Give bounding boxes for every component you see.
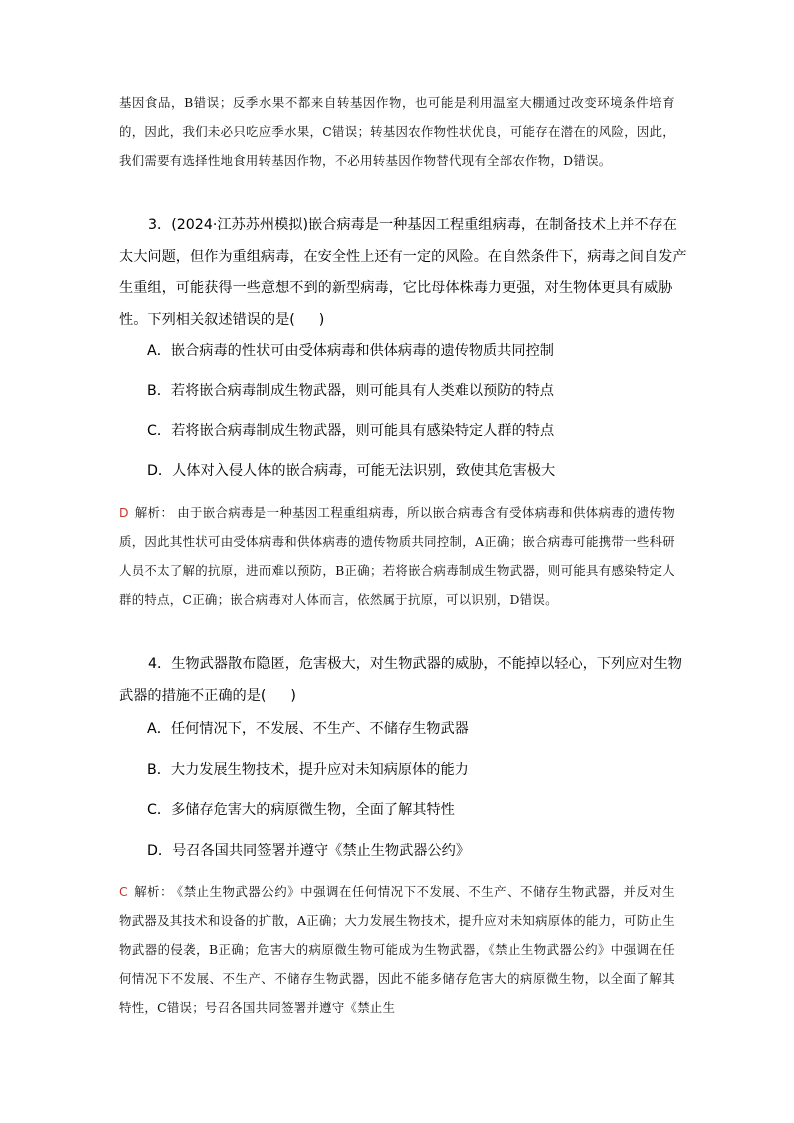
question-3-stem <box>119 210 689 336</box>
answer-letter: C <box>119 884 128 899</box>
question-3-option-b: B．若将嵌合病毒制成生物武器，则可能具有人类难以预防的特点 <box>147 383 554 399</box>
analysis-text: 由于嵌合病毒是一种基因工程重组病毒，所以嵌合病毒含有受体病毒和供体病毒的遗传物质，因此其性状可由受体病毒和供体病毒的遗传物质共同控制，A正确；嵌合病毒可能携带一些科研人员不太了解的抗原，进而难以预防，B正确；若将嵌合病毒制成生物武器，则可能具有感染特定人群的特点，C正确；嵌合病毒对人体而言，依然属于抗原，可以识别，D错误。 <box>119 505 675 607</box>
question-3-first-line <box>119 210 689 336</box>
question-source: (2024·江苏苏州模拟) <box>171 217 309 233</box>
question-text: 生物武器散布隐匿，危害极大，对生物武器的威胁，不能掉以轻心，下列应对生物武器的措施不正确的是( <box>119 656 682 704</box>
answer-letter: D <box>119 505 129 520</box>
question-4-analysis <box>119 877 675 1022</box>
question-4-option-c: C．多储存危害大的病原微生物，全面了解其特性 <box>147 802 455 818</box>
question-4-first-line <box>119 649 689 712</box>
previous-question-analysis <box>119 88 675 175</box>
stem-close-paren: ) <box>318 311 325 328</box>
analysis-text: 基因食品，B错误；反季水果不都来自转基因作物，也可能是利用温室大棚通过改变环境条件培育的，因此，我们未必只吃应季水果，C错误；转基因农作物性状优良，可能存在潜在的风险，因此，我们需要有选择性地食用转基因作物，不必用转基因作物替代现有全部农作物，D错误。 <box>119 95 675 168</box>
question-4-option-b: B．大力发展生物技术，提升应对未知病原体的能力 <box>147 762 469 778</box>
question-3-option-a: A．嵌合病毒的性状可由受体病毒和供体病毒的遗传物质共同控制 <box>147 343 554 359</box>
question-3-option-c: C．若将嵌合病毒制成生物武器，则可能具有感染特定人群的特点 <box>147 423 555 439</box>
question-4-stem <box>119 649 689 712</box>
question-4-option-d: D．号召各国共同签署并遵守《禁止生物武器公约》 <box>147 843 471 859</box>
question-text: 嵌合病毒是一种基因工程重组病毒，在制备技术上并不存在太大问题，但作为重组病毒，在安全性上还有一定的风险。在自然条件下，病毒之间自发产生重组，可能获得一些意想不到的新型病毒，它比母体株毒力更强，对生物体更具有威胁性。下列相关叙述错误的是( <box>119 217 687 328</box>
question-4-option-a: A．任何情况下，不发展、不生产、不储存生物武器 <box>147 721 469 737</box>
analysis-label: 解析： <box>133 884 173 899</box>
question-3-option-d: D．人体对入侵人体的嵌合病毒，可能无法识别，致使其危害极大 <box>147 463 556 479</box>
question-number: 4． <box>148 656 172 672</box>
analysis-text: 《禁止生物武器公约》中强调在任何情况下不发展、不生产、不储存生物武器，并反对生物武器及其技术和设备的扩散，A正确；大力发展生物技术，提升应对未知病原体的能力，可防止生物武器的侵袭，B正确；危害大的病原微生物可能成为生物武器，《禁止生物武器公约》中强调在任何情况下不发展、不生产、不储存生物武器，因此不能多储存危害大的病原微生物，以全面了解其特性，C错误；号召各国共同签署并遵守《禁止生 <box>119 884 675 1015</box>
analysis-label: 解析： <box>134 505 174 520</box>
stem-close-paren: ) <box>290 687 296 704</box>
question-number: 3． <box>148 217 172 233</box>
question-3-analysis <box>119 498 675 614</box>
